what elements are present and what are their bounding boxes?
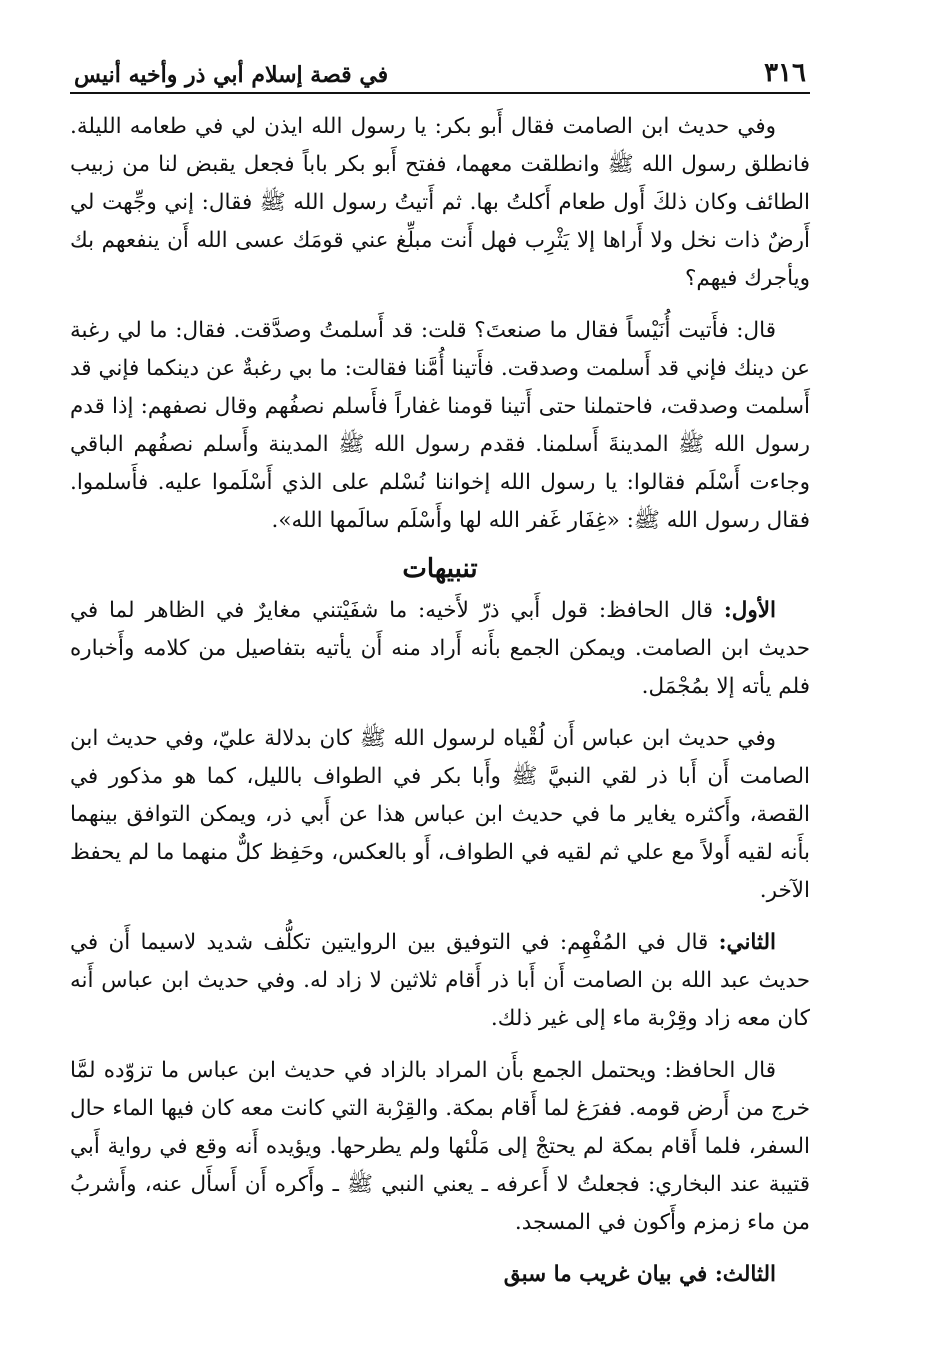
note-paragraph: [70, 924, 810, 1038]
note-text: قال في المُفْهِم: في التوفيق بين الروايتين تكلُّف شديد لاسيما أَن في حديث عبد الله بن الصامت أَن أَبا ذر أَقام ثلاثين لا زاد له. وفي حديث ابن عباس أَنه كان معه زاد وقِرْبة ماء إلى غير ذلك.: [70, 930, 810, 1031]
subheading: الثالث: في بيان غريب ما سبق: [503, 1262, 776, 1287]
page-number: ٣١٦: [764, 58, 806, 88]
note-paragraph: [70, 592, 810, 706]
note-paragraph: [70, 720, 810, 910]
note-lead: الثاني:: [718, 930, 776, 955]
note-text: قال الحافظ: قول أَبي ذرّ لأَخيه: ما شفَيْتني مغايرٌ في الظاهر لما في حديث ابن الصامت. ويمكن الجمع بأَنه أَراد منه أَن يأتيه بتفاصيل من كلامه وأَخباره فلم يأته إلا بمُجْمَل.: [70, 598, 810, 699]
note-text: وفي حديث ابن عباس أَن لُقْياه لرسول الله ﷺ كان بدلالة عليّ، وفي حديث ابن الصامت أَن أَبا ذر لقي النبيَّ ﷺ وأَبا بكر في الطواف بالليل، كما هو مذكور في القصة، وأَكثره يغاير ما في حديث ابن عباس هذا عن أَبي ذر، ويمكن التوافق بينهما بأَنه لقيه أَولاً مع علي ثم لقيه في الطواف، أَو بالعكس، وحَفِظ كلٌّ منهما ما لم يحفظ الآخر.: [70, 726, 810, 903]
running-title: في قصة إسلام أبي ذر وأخيه أنيس: [74, 62, 389, 88]
note-lead: الأول:: [723, 598, 776, 623]
section-title: تنبيهات: [402, 554, 478, 584]
paragraph: وفي حديث ابن الصامت فقال أَبو بكر: يا رسول الله ايذن لي في طعامه الليلة. فانطلق رسول الله ﷺ وانطلقت معهما، ففتح أَبو بكر باباً فجعل يقبض لنا من زبيب الطائف وكان ذلكَ أَول طعام أَكلتُ بها. ثم أَتيتُ رسول الله ﷺ فقال: إني وجِّهت لي أَرضٌ ذات نخل ولا أَراها إلا يَثْرِب فهل أَنت مبلِّغ عني قومَك عسى الله أَن ينفعهم بك ويأجرك فيهم؟: [70, 114, 810, 291]
paragraph: قال: فأَتيت أُنَيْساً فقال ما صنعتَ؟ قلت: قد أَسلمتُ وصدَّقت. فقال: ما لي رغبة عن دينك فإني قد أَسلمت وصدقت. فأَتينا أُمَّنا فقالت: ما بي رغبةٌ عن دينكما فإني قد أَسلمت وصدقت، فاحتملنا حتى أَتينا قومنا غفاراً فأَسلم نصفُهم وقال نصفهم: إذا قدم رسول الله ﷺ المدينةَ أَسلمنا. فقدم رسول الله ﷺ المدينة وأَسلم نصفُهم الباقي وجاءت أَسْلَم فقالوا: يا رسول الله إخواننا نُسْلم على الذي أَسْلَموا عليه. فأَسلموا. فقال رسول الله ﷺ: «غِفَار غَفر الله لها وأَسْلَم سالَمها الله».: [70, 318, 810, 533]
page-body: [70, 108, 810, 1294]
page-header: [70, 48, 810, 94]
note-text: قال الحافظ: ويحتمل الجمع بأَن المراد بالزاد في حديث ابن عباس ما تزوّده لمَّا خرج من أَرض قومه. ففرَغ لما أَقام بمكة. والقِرْبة التي كانت معه كان فيها الماء حال السفر، فلما أَقام بمكة لم يحتجْ إلى مَلْئها ولم يطرحها. ويؤيده أَنه وقع في رواية أَبي قتيبة عند البخاري: فجعلتُ لا أَعرفه ـ يعني النبي ﷺ ـ وأَكره أَن أَسأَل عنه، وأَشربُ من ماء زمزم وأَكون في المسجد.: [70, 1058, 810, 1235]
note-paragraph: [70, 1052, 810, 1242]
